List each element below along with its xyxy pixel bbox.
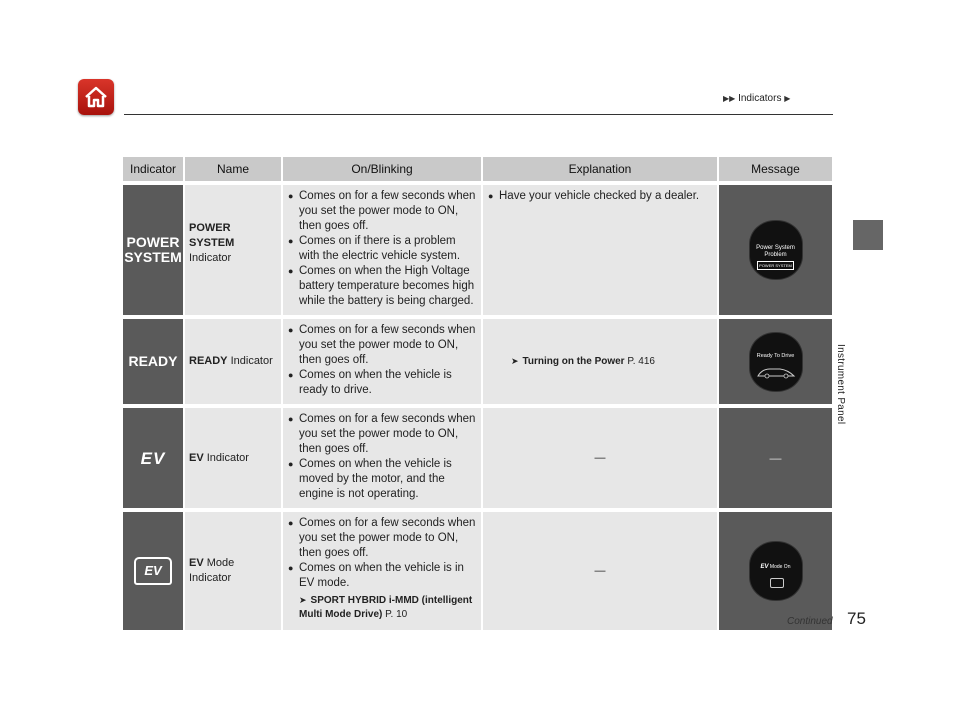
indicator-name [185, 512, 283, 630]
message-text: Mode On [769, 564, 791, 570]
indicator-name [185, 408, 283, 508]
explanation-cell: — [483, 512, 719, 630]
ev-mode-small-icon [770, 578, 784, 588]
list-item: ● Comes on for a few seconds when you set the power mode to ON, then goes off. [287, 323, 477, 368]
breadcrumb[interactable] [723, 93, 790, 104]
ev-indicator-icon [123, 408, 185, 508]
table-row [123, 408, 832, 508]
list-item: ● Comes on when the vehicle is in EV mode. [287, 561, 477, 591]
message-text: Power System [756, 245, 795, 251]
table-header-row [123, 157, 832, 181]
table-row [123, 185, 832, 315]
car-outline-icon [756, 365, 796, 379]
ready-indicator-icon [123, 319, 185, 404]
explanation-cell [483, 185, 719, 315]
power-system-message-display [749, 220, 803, 280]
cross-reference-link[interactable] [283, 593, 481, 628]
column-header: Explanation [483, 157, 719, 181]
indicator-name-bold: EV [189, 451, 204, 464]
continued-label: Continued [787, 616, 833, 627]
indicator-name [185, 185, 283, 315]
message-text: POWER SYSTEM [759, 263, 792, 268]
message-cell [719, 319, 832, 404]
reference-arrow-icon: ➤ [299, 595, 307, 605]
table-row [123, 512, 832, 630]
indicator-name-rest: Indicator [206, 451, 249, 464]
table-row [123, 319, 832, 404]
ev-mode-message-display [749, 541, 803, 601]
indicator-label: POWER [126, 234, 180, 250]
message-text: Problem [764, 252, 787, 258]
breadcrumb-label: Indicators [738, 93, 782, 104]
indicator-name-bold: EV [189, 557, 204, 569]
message-cell [719, 512, 832, 630]
indicator-name-bold: READY [189, 355, 228, 367]
explanation-cell: — [483, 408, 719, 508]
list-item: ● Have your vehicle checked by a dealer. [487, 189, 713, 204]
column-header: Message [719, 157, 832, 181]
column-header: Name [185, 157, 283, 181]
indicator-name-rest: Mode Indicator [189, 557, 235, 584]
on-blinking-cell [283, 185, 483, 315]
list-item: ● Comes on for a few seconds when you set the power mode to ON, then goes off. [287, 189, 477, 234]
reference-page: P. 416 [627, 356, 655, 367]
on-blinking-cell [283, 512, 483, 630]
home-button[interactable] [78, 79, 114, 115]
breadcrumb-arrow-icon: ▶ [784, 94, 791, 103]
header-rule [124, 114, 833, 115]
ready-message-display [749, 332, 803, 392]
column-header: Indicator [123, 157, 185, 181]
cross-reference-link[interactable] [483, 354, 717, 369]
indicator-label: READY [128, 353, 178, 369]
list-item: ● Comes on if there is a problem with the electric vehicle system. [287, 234, 477, 264]
section-label: Instrument Panel [835, 344, 846, 425]
page-number: 75 [847, 609, 866, 628]
list-item: ● Comes on when the vehicle is ready to drive. [287, 368, 477, 398]
reference-page: P. 10 [385, 609, 408, 620]
on-blinking-cell [283, 319, 483, 404]
indicator-label: EV [140, 448, 166, 468]
reference-arrow-icon: ➤ [511, 356, 519, 366]
indicator-name-rest: Indicator [189, 252, 232, 264]
indicator-label: EV [144, 563, 162, 578]
message-cell [719, 185, 832, 315]
power-system-indicator-icon [123, 185, 185, 315]
reference-title: SPORT HYBRID i-MMD (intelligent Multi Mode Drive) [299, 595, 473, 620]
message-text: Ready To Drive [756, 352, 795, 359]
indicator-label: SYSTEM [124, 249, 182, 265]
indicator-name-rest: Indicator [230, 355, 273, 367]
list-item: ● Comes on when the High Voltage battery temperature becomes high while the battery is being charged. [287, 264, 477, 309]
ev-mode-indicator-icon [123, 512, 185, 630]
list-item: ● Comes on for a few seconds when you set the power mode to ON, then goes off. [287, 412, 477, 457]
message-cell: — [719, 408, 832, 508]
explanation-cell [483, 319, 719, 404]
column-header: On/Blinking [283, 157, 483, 181]
on-blinking-cell [283, 408, 483, 508]
list-item: ● Comes on for a few seconds when you set the power mode to ON, then goes off. [287, 516, 477, 561]
breadcrumb-arrow-icon: ▶▶ [723, 94, 736, 103]
home-icon [83, 85, 109, 109]
indicator-name-bold: POWER SYSTEM [189, 222, 235, 249]
section-tab[interactable] [853, 220, 883, 250]
reference-title: Turning on the Power [522, 356, 625, 367]
list-item: ● Comes on when the vehicle is moved by the motor, and the engine is not operating. [287, 457, 477, 502]
indicator-table [123, 157, 832, 630]
indicator-name [185, 319, 283, 404]
message-text: EV [760, 564, 769, 570]
